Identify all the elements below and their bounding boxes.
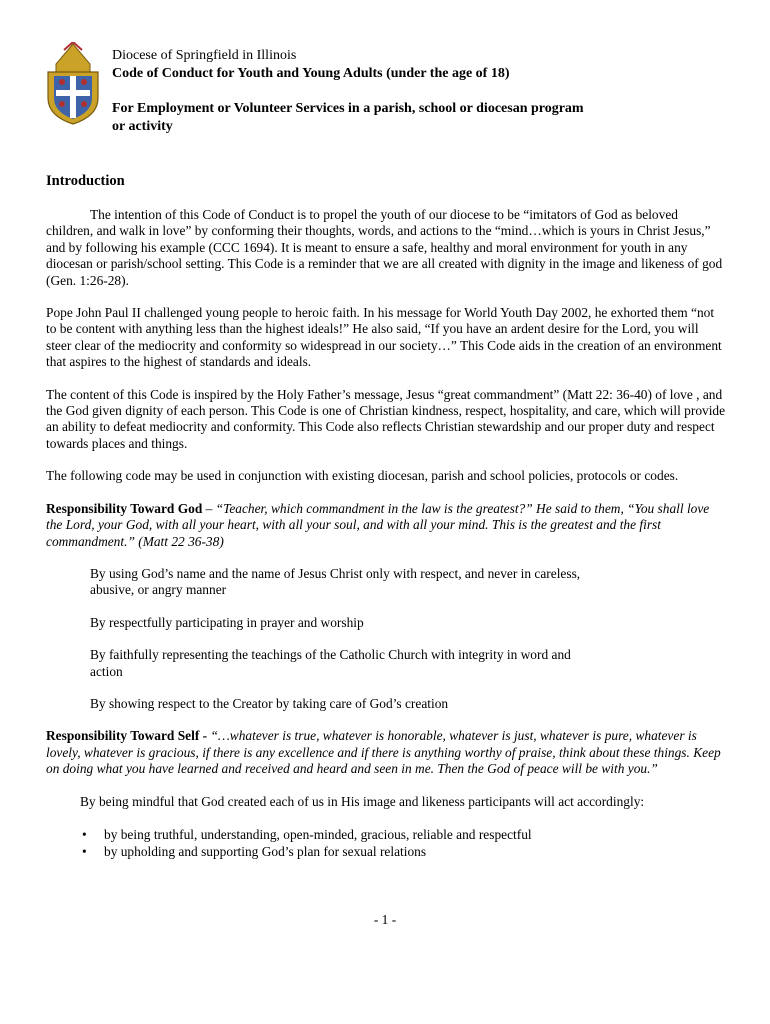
document-header [112,47,712,136]
list-item: By showing respect to the Creator by taking care of God’s creation [90,695,449,711]
responsibility-self-quote: “…whatever is true, whatever is honorable, whatever is just, whatever is pure, whatever is lovely, whatever is gracious, if there is any excellence and if there is anything worthy of praise, think about these things. Keep on doing what you have learned and received and heard and seen in me. Then the God of peace will be with you.” [46,728,721,777]
diocese-name: Diocese of Springfield in Illinois [112,48,297,63]
bullet-icon: • [82,826,87,842]
responsibility-self-heading [46,728,726,777]
document-subtitle-line-2: or activity [112,119,173,134]
responsibility-god-list [90,566,590,712]
bullet-text: by upholding and supporting God’s plan for sexual relations [104,843,427,859]
document-subtitle-line-1: For Employment or Volunteer Services in a parish, school or diocesan program [112,101,584,116]
document-title: Code of Conduct for Youth and Young Adults (under the age of 18) [112,66,510,81]
document-body [46,207,726,860]
page-number: - 1 - [373,912,397,927]
responsibility-god-separator: – [202,500,216,516]
responsibility-god-heading [46,501,726,550]
intro-paragraph-3: The content of this Code is inspired by the Holy Father’s message, Jesus “great commandment” (Matt 22: 36-40) of love , and the God given dignity of each person. This Code is one of Christian kindness, respect, hospitality, and care, which will provide an ability to defeat mediocrity and conformity. This Code also reflects Christian stewardship and our proper duty and respect towards places and things. [46,386,726,451]
list-item: By using God’s name and the name of Jesus Christ only with respect, and never in careless, abusive, or angry manner [90,565,581,598]
responsibility-self-intro: By being mindful that God created each of us in His image and likeness participants will act accordingly: [80,793,645,809]
list-item: By faithfully representing the teachings of the Catholic Church with integrity in word and action [90,647,571,679]
list-item [80,843,726,860]
bullet-icon: • [82,843,87,859]
bullet-text: by being truthful, understanding, open-minded, gracious, reliable and respectful [104,826,532,842]
responsibility-self-lead: Responsibility Toward Self - [46,728,211,744]
list-item: By respectfully participating in prayer and worship [90,614,364,630]
responsibility-god-lead: Responsibility Toward God [46,500,203,516]
intro-paragraph-2: Pope John Paul II challenged young people to heroic faith. In his message for World Youth Day 2002, he exhorted them “not to be content with anything less than the highest ideals!” He also said, “If you have an ardent desire for the Lord, you will steer clear of the mediocrity and conformity so widespread in our society…” This Code aids in the creation of an environment that aspires to the highest of standards and ideals. [46,305,722,370]
responsibility-self-list [80,826,726,860]
responsibility-god-quote: “Teacher, which commandment in the law is the greatest?” He said to them, “You shall love the Lord, your God, with all your heart, with all your soul, and with all your mind. This is the greatest and the first commandment.” (Matt 22 36-38) [46,500,710,549]
introduction-heading: Introduction [46,173,125,189]
diocese-crest-logo [44,42,102,126]
intro-paragraph-1: The intention of this Code of Conduct is to propel the youth of our diocese to be “imitators of God as beloved children, and walk in love” by conforming their thoughts, words, and actions to the “mind…which is yours in Christ Jesus,” and by following his example (CCC 1694). It is meant to ensure a safe, healthy and moral environment for youth in any diocesan or parish/school setting. This Code is a reminder that we are all created with dignity in the image and likeness of god (Gen. 1:26-28). [46,207,723,288]
list-item [80,826,726,843]
intro-paragraph-4: The following code may be used in conjunction with existing diocesan, parish and school policies, protocols or codes. [46,468,679,484]
